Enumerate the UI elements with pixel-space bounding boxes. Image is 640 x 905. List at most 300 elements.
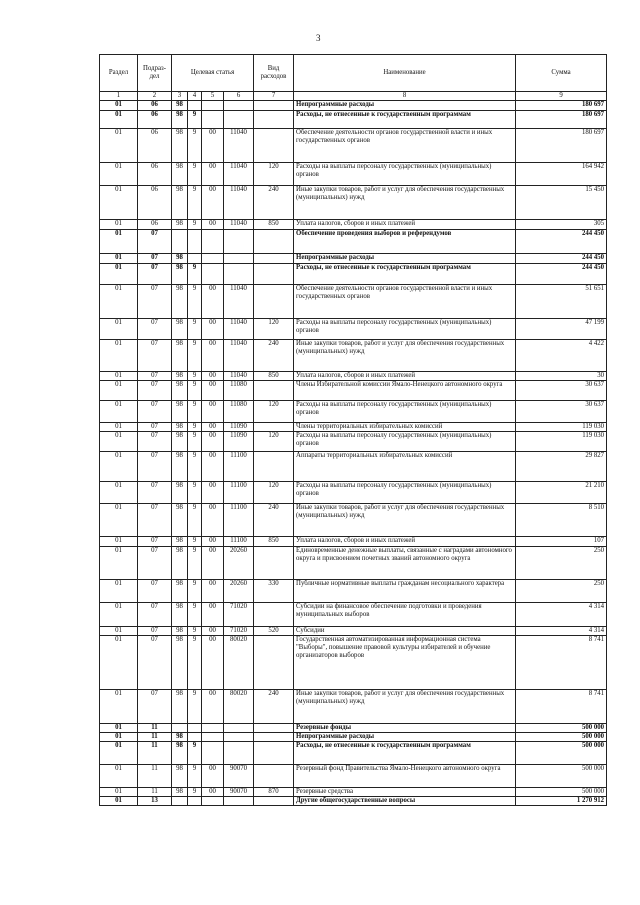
cell-podrazdel: 07 xyxy=(138,401,172,423)
table-row xyxy=(100,636,607,690)
table-row xyxy=(100,627,607,636)
table-row xyxy=(100,797,607,806)
cell-subprogram: 9 xyxy=(188,285,202,319)
cell-target-code xyxy=(224,724,254,733)
cell-direction: 00 xyxy=(202,401,224,423)
table-row xyxy=(100,220,607,230)
cell-program: 98 xyxy=(172,423,188,432)
cell-subprogram: 9 xyxy=(188,482,202,504)
cell-vid-raskhodov xyxy=(254,636,294,690)
cell-direction: 00 xyxy=(202,381,224,401)
cell-podrazdel: 11 xyxy=(138,788,172,797)
cell-direction xyxy=(202,733,224,742)
cell-vid-raskhodov xyxy=(254,765,294,788)
cell-summa: 8 741 xyxy=(516,636,607,690)
cell-naimenovanie: Члены Избирательной комиссии Ямало-Ненецкого автономного округа xyxy=(294,381,516,401)
cell-subprogram: 9 xyxy=(188,580,202,603)
cell-program: 98 xyxy=(172,504,188,537)
cell-program: 98 xyxy=(172,254,188,264)
cell-summa: 30 xyxy=(516,372,607,381)
cell-summa: 4 314 xyxy=(516,603,607,627)
cell-razdel: 01 xyxy=(100,285,138,319)
cell-razdel: 01 xyxy=(100,254,138,264)
cell-direction: 00 xyxy=(202,537,224,547)
cell-summa: 250 xyxy=(516,580,607,603)
cell-subprogram: 9 xyxy=(188,220,202,230)
cell-direction xyxy=(202,254,224,264)
cell-target-code: 80020 xyxy=(224,690,254,724)
cell-program: 98 xyxy=(172,603,188,627)
cell-podrazdel: 07 xyxy=(138,580,172,603)
table-row xyxy=(100,230,607,254)
cell-program: 98 xyxy=(172,401,188,423)
cell-target-code: 11040 xyxy=(224,340,254,372)
table-row xyxy=(100,742,607,765)
cell-summa: 244 450 xyxy=(516,230,607,254)
cell-direction: 00 xyxy=(202,285,224,319)
column-index: 8 xyxy=(294,92,516,101)
cell-subprogram: 9 xyxy=(188,372,202,381)
cell-direction: 00 xyxy=(202,319,224,340)
cell-naimenovanie: Непрограммные расходы xyxy=(294,101,516,111)
cell-summa: 47 199 xyxy=(516,319,607,340)
cell-subprogram: 9 xyxy=(188,432,202,452)
cell-naimenovanie: Расходы на выплаты персоналу государственных (муниципальных) органов xyxy=(294,432,516,452)
cell-subprogram: 9 xyxy=(188,111,202,129)
column-index: 7 xyxy=(254,92,294,101)
cell-target-code: 11090 xyxy=(224,432,254,452)
table-row xyxy=(100,423,607,432)
cell-subprogram xyxy=(188,724,202,733)
header-tselevaya-statya: Целевая статья xyxy=(172,55,254,92)
cell-program: 98 xyxy=(172,580,188,603)
cell-razdel: 01 xyxy=(100,690,138,724)
cell-direction: 00 xyxy=(202,372,224,381)
cell-naimenovanie: Резервные фонды xyxy=(294,724,516,733)
cell-podrazdel: 07 xyxy=(138,627,172,636)
cell-naimenovanie: Расходы на выплаты персоналу государственных (муниципальных) органов xyxy=(294,401,516,423)
cell-program: 98 xyxy=(172,264,188,285)
cell-target-code: 11100 xyxy=(224,482,254,504)
table-row xyxy=(100,765,607,788)
cell-vid-raskhodov xyxy=(254,111,294,129)
cell-naimenovanie: Субсидии xyxy=(294,627,516,636)
cell-program: 98 xyxy=(172,765,188,788)
cell-direction xyxy=(202,101,224,111)
table-row xyxy=(100,101,607,111)
cell-naimenovanie: Субсидии на финансовое обеспечение подготовки и проведения муниципальных выборов xyxy=(294,603,516,627)
table-row xyxy=(100,254,607,264)
table-row xyxy=(100,580,607,603)
cell-summa: 21 210 xyxy=(516,482,607,504)
cell-naimenovanie: Государственная автоматизированная информационная система "Выборы", повышение правовой культуры избирателей и обучение организаторов выборов xyxy=(294,636,516,690)
cell-vid-raskhodov: 240 xyxy=(254,690,294,724)
cell-podrazdel: 07 xyxy=(138,452,172,482)
cell-podrazdel: 13 xyxy=(138,797,172,806)
cell-target-code: 11090 xyxy=(224,423,254,432)
cell-podrazdel: 11 xyxy=(138,724,172,733)
cell-direction: 00 xyxy=(202,432,224,452)
cell-summa: 107 xyxy=(516,537,607,547)
cell-naimenovanie: Расходы, не отнесенные к государственным программам xyxy=(294,264,516,285)
cell-subprogram: 9 xyxy=(188,537,202,547)
cell-vid-raskhodov xyxy=(254,547,294,580)
cell-summa: 244 450 xyxy=(516,254,607,264)
table-body xyxy=(100,101,607,806)
cell-program: 98 xyxy=(172,742,188,765)
cell-subprogram xyxy=(188,797,202,806)
cell-direction xyxy=(202,724,224,733)
cell-naimenovanie: Резервный фонд Правительства Ямало-Ненецкого автономного округа xyxy=(294,765,516,788)
cell-razdel: 01 xyxy=(100,340,138,372)
cell-naimenovanie: Непрограммные расходы xyxy=(294,733,516,742)
cell-vid-raskhodov: 520 xyxy=(254,627,294,636)
cell-naimenovanie: Обеспечение деятельности органов государственной власти и иных государственных органов xyxy=(294,285,516,319)
cell-subprogram: 9 xyxy=(188,547,202,580)
column-index: 6 xyxy=(224,92,254,101)
table-row xyxy=(100,381,607,401)
cell-razdel: 01 xyxy=(100,264,138,285)
cell-razdel: 01 xyxy=(100,733,138,742)
cell-podrazdel: 06 xyxy=(138,129,172,163)
table-row xyxy=(100,504,607,537)
cell-summa: 30 637 xyxy=(516,401,607,423)
cell-podrazdel: 07 xyxy=(138,285,172,319)
cell-naimenovanie: Обеспечение проведения выборов и референдумов xyxy=(294,230,516,254)
cell-summa: 119 030 xyxy=(516,432,607,452)
cell-subprogram: 9 xyxy=(188,340,202,372)
cell-podrazdel: 07 xyxy=(138,504,172,537)
cell-program: 98 xyxy=(172,537,188,547)
cell-vid-raskhodov: 850 xyxy=(254,220,294,230)
cell-target-code: 90070 xyxy=(224,788,254,797)
cell-naimenovanie: Расходы, не отнесенные к государственным программам xyxy=(294,742,516,765)
table-row xyxy=(100,482,607,504)
cell-podrazdel: 07 xyxy=(138,230,172,254)
cell-razdel: 01 xyxy=(100,401,138,423)
cell-subprogram xyxy=(188,230,202,254)
cell-vid-raskhodov: 240 xyxy=(254,186,294,220)
table-row xyxy=(100,788,607,797)
cell-target-code xyxy=(224,230,254,254)
table-row xyxy=(100,340,607,372)
cell-podrazdel: 06 xyxy=(138,220,172,230)
cell-target-code xyxy=(224,733,254,742)
cell-direction: 00 xyxy=(202,627,224,636)
cell-razdel: 01 xyxy=(100,319,138,340)
cell-direction xyxy=(202,797,224,806)
cell-target-code xyxy=(224,254,254,264)
page-number: 3 xyxy=(316,33,321,43)
cell-target-code xyxy=(224,111,254,129)
table-row xyxy=(100,264,607,285)
cell-razdel: 01 xyxy=(100,603,138,627)
cell-naimenovanie: Уплата налогов, сборов и иных платежей xyxy=(294,372,516,381)
cell-razdel: 01 xyxy=(100,742,138,765)
cell-naimenovanie: Иные закупки товаров, работ и услуг для обеспечения государственных (муниципальных) нужд xyxy=(294,340,516,372)
cell-podrazdel: 07 xyxy=(138,264,172,285)
cell-naimenovanie: Другие общегосударственные вопросы xyxy=(294,797,516,806)
cell-naimenovanie: Уплата налогов, сборов и иных платежей xyxy=(294,537,516,547)
cell-summa: 15 450 xyxy=(516,186,607,220)
cell-razdel: 01 xyxy=(100,230,138,254)
cell-target-code: 11100 xyxy=(224,537,254,547)
cell-razdel: 01 xyxy=(100,129,138,163)
cell-subprogram xyxy=(188,733,202,742)
cell-target-code: 71020 xyxy=(224,603,254,627)
cell-vid-raskhodov xyxy=(254,423,294,432)
table-row xyxy=(100,432,607,452)
cell-subprogram: 9 xyxy=(188,264,202,285)
cell-podrazdel: 06 xyxy=(138,163,172,186)
cell-program xyxy=(172,797,188,806)
cell-vid-raskhodov xyxy=(254,285,294,319)
cell-razdel: 01 xyxy=(100,101,138,111)
header-vid-raskhodov: Вид расходов xyxy=(254,55,294,92)
cell-direction: 00 xyxy=(202,636,224,690)
cell-summa: 119 030 xyxy=(516,423,607,432)
table-row xyxy=(100,111,607,129)
cell-razdel: 01 xyxy=(100,432,138,452)
cell-target-code: 11100 xyxy=(224,504,254,537)
cell-direction: 00 xyxy=(202,765,224,788)
header-summa: Сумма xyxy=(516,55,607,92)
cell-podrazdel: 07 xyxy=(138,340,172,372)
cell-razdel: 01 xyxy=(100,724,138,733)
cell-program: 98 xyxy=(172,381,188,401)
cell-vid-raskhodov: 240 xyxy=(254,504,294,537)
cell-summa: 180 697 xyxy=(516,101,607,111)
table-row xyxy=(100,724,607,733)
cell-razdel: 01 xyxy=(100,381,138,401)
cell-target-code: 11040 xyxy=(224,220,254,230)
cell-razdel: 01 xyxy=(100,537,138,547)
cell-summa: 30 637 xyxy=(516,381,607,401)
cell-vid-raskhodov xyxy=(254,742,294,765)
cell-razdel: 01 xyxy=(100,765,138,788)
cell-podrazdel: 07 xyxy=(138,603,172,627)
cell-podrazdel: 06 xyxy=(138,111,172,129)
cell-subprogram: 9 xyxy=(188,742,202,765)
cell-program: 98 xyxy=(172,432,188,452)
cell-naimenovanie: Расходы на выплаты персоналу государственных (муниципальных) органов xyxy=(294,482,516,504)
cell-program: 98 xyxy=(172,636,188,690)
cell-direction: 00 xyxy=(202,690,224,724)
cell-summa: 51 651 xyxy=(516,285,607,319)
cell-target-code: 11040 xyxy=(224,163,254,186)
cell-program xyxy=(172,230,188,254)
cell-program: 98 xyxy=(172,319,188,340)
cell-program: 98 xyxy=(172,690,188,724)
column-index-row xyxy=(100,92,607,101)
cell-program: 98 xyxy=(172,733,188,742)
cell-vid-raskhodov: 120 xyxy=(254,401,294,423)
column-index: 1 xyxy=(100,92,138,101)
table-row xyxy=(100,401,607,423)
cell-naimenovanie: Резервные средства xyxy=(294,788,516,797)
cell-podrazdel: 07 xyxy=(138,381,172,401)
cell-subprogram: 9 xyxy=(188,401,202,423)
cell-razdel: 01 xyxy=(100,797,138,806)
table-row xyxy=(100,285,607,319)
cell-vid-raskhodov xyxy=(254,101,294,111)
cell-razdel: 01 xyxy=(100,186,138,220)
cell-program: 98 xyxy=(172,452,188,482)
cell-target-code: 11040 xyxy=(224,285,254,319)
cell-program: 98 xyxy=(172,111,188,129)
cell-target-code xyxy=(224,797,254,806)
cell-naimenovanie: Единовременные денежные выплаты, связанные с наградами автономного округа и присвоением почетных званий автономного округа xyxy=(294,547,516,580)
cell-naimenovanie: Обеспечение деятельности органов государственной власти и иных государственных органов xyxy=(294,129,516,163)
cell-razdel: 01 xyxy=(100,220,138,230)
cell-program: 98 xyxy=(172,627,188,636)
cell-direction xyxy=(202,230,224,254)
cell-vid-raskhodov xyxy=(254,264,294,285)
cell-naimenovanie: Аппараты территориальных избирательных комиссий xyxy=(294,452,516,482)
cell-razdel: 01 xyxy=(100,372,138,381)
cell-naimenovanie: Иные закупки товаров, работ и услуг для обеспечения государственных (муниципальных) нужд xyxy=(294,504,516,537)
cell-program: 98 xyxy=(172,340,188,372)
cell-target-code xyxy=(224,264,254,285)
cell-razdel: 01 xyxy=(100,636,138,690)
cell-direction xyxy=(202,742,224,765)
cell-naimenovanie: Расходы на выплаты персоналу государственных (муниципальных) органов xyxy=(294,319,516,340)
table-row xyxy=(100,186,607,220)
cell-summa: 250 xyxy=(516,547,607,580)
cell-podrazdel: 11 xyxy=(138,742,172,765)
cell-target-code xyxy=(224,742,254,765)
cell-vid-raskhodov xyxy=(254,381,294,401)
cell-program: 98 xyxy=(172,285,188,319)
cell-summa: 244 450 xyxy=(516,264,607,285)
table-row xyxy=(100,372,607,381)
cell-subprogram xyxy=(188,101,202,111)
cell-vid-raskhodov: 120 xyxy=(254,482,294,504)
header-podrazdel: Подраз- дел xyxy=(138,55,172,92)
cell-vid-raskhodov: 120 xyxy=(254,432,294,452)
cell-naimenovanie: Члены территориальных избирательных комиссий xyxy=(294,423,516,432)
cell-razdel: 01 xyxy=(100,423,138,432)
cell-summa: 305 xyxy=(516,220,607,230)
cell-target-code: 11040 xyxy=(224,372,254,381)
cell-program: 98 xyxy=(172,186,188,220)
cell-program: 98 xyxy=(172,788,188,797)
cell-vid-raskhodov: 120 xyxy=(254,163,294,186)
cell-direction: 00 xyxy=(202,220,224,230)
cell-subprogram: 9 xyxy=(188,452,202,482)
cell-vid-raskhodov xyxy=(254,230,294,254)
cell-direction: 00 xyxy=(202,423,224,432)
cell-summa: 180 697 xyxy=(516,129,607,163)
cell-program: 98 xyxy=(172,220,188,230)
cell-vid-raskhodov: 240 xyxy=(254,340,294,372)
cell-vid-raskhodov xyxy=(254,603,294,627)
cell-podrazdel: 11 xyxy=(138,733,172,742)
cell-subprogram: 9 xyxy=(188,627,202,636)
cell-target-code: 20260 xyxy=(224,547,254,580)
cell-razdel: 01 xyxy=(100,788,138,797)
cell-vid-raskhodov xyxy=(254,797,294,806)
cell-podrazdel: 07 xyxy=(138,254,172,264)
cell-vid-raskhodov xyxy=(254,724,294,733)
cell-summa: 4 422 xyxy=(516,340,607,372)
cell-summa: 8 741 xyxy=(516,690,607,724)
column-index: 4 xyxy=(188,92,202,101)
cell-direction: 00 xyxy=(202,580,224,603)
cell-naimenovanie: Уплата налогов, сборов и иных платежей xyxy=(294,220,516,230)
cell-subprogram: 9 xyxy=(188,690,202,724)
cell-razdel: 01 xyxy=(100,504,138,537)
cell-podrazdel: 07 xyxy=(138,319,172,340)
cell-target-code: 11080 xyxy=(224,401,254,423)
cell-direction: 00 xyxy=(202,603,224,627)
cell-summa: 29 827 xyxy=(516,452,607,482)
column-index: 5 xyxy=(202,92,224,101)
cell-subprogram: 9 xyxy=(188,423,202,432)
table-row xyxy=(100,129,607,163)
cell-vid-raskhodov: 330 xyxy=(254,580,294,603)
cell-direction xyxy=(202,111,224,129)
cell-summa: 1 270 912 xyxy=(516,797,607,806)
cell-target-code: 90070 xyxy=(224,765,254,788)
cell-vid-raskhodov: 850 xyxy=(254,537,294,547)
budget-table xyxy=(99,54,607,806)
cell-direction: 00 xyxy=(202,163,224,186)
cell-vid-raskhodov xyxy=(254,733,294,742)
cell-podrazdel: 07 xyxy=(138,636,172,690)
cell-direction: 00 xyxy=(202,482,224,504)
cell-direction: 00 xyxy=(202,186,224,220)
cell-podrazdel: 07 xyxy=(138,690,172,724)
cell-summa: 500 000 xyxy=(516,742,607,765)
column-index: 3 xyxy=(172,92,188,101)
cell-summa: 8 510 xyxy=(516,504,607,537)
cell-program: 98 xyxy=(172,129,188,163)
cell-program: 98 xyxy=(172,547,188,580)
cell-naimenovanie: Иные закупки товаров, работ и услуг для обеспечения государственных (муниципальных) нужд xyxy=(294,186,516,220)
cell-podrazdel: 06 xyxy=(138,101,172,111)
cell-vid-raskhodov xyxy=(254,254,294,264)
table-row xyxy=(100,733,607,742)
table-row xyxy=(100,319,607,340)
cell-summa: 500 000 xyxy=(516,765,607,788)
cell-direction: 00 xyxy=(202,547,224,580)
cell-subprogram: 9 xyxy=(188,504,202,537)
cell-vid-raskhodov: 850 xyxy=(254,372,294,381)
cell-podrazdel: 06 xyxy=(138,186,172,220)
cell-podrazdel: 07 xyxy=(138,537,172,547)
table-row xyxy=(100,163,607,186)
cell-program: 98 xyxy=(172,101,188,111)
cell-program xyxy=(172,724,188,733)
cell-target-code: 20260 xyxy=(224,580,254,603)
cell-razdel: 01 xyxy=(100,452,138,482)
cell-target-code: 11080 xyxy=(224,381,254,401)
cell-direction: 00 xyxy=(202,452,224,482)
cell-podrazdel: 07 xyxy=(138,482,172,504)
cell-podrazdel: 07 xyxy=(138,432,172,452)
table-row xyxy=(100,690,607,724)
cell-summa: 500 000 xyxy=(516,724,607,733)
cell-podrazdel: 07 xyxy=(138,372,172,381)
header-razdel: Раздел xyxy=(100,55,138,92)
cell-summa: 164 942 xyxy=(516,163,607,186)
cell-target-code: 11040 xyxy=(224,129,254,163)
cell-subprogram: 9 xyxy=(188,603,202,627)
column-index: 2 xyxy=(138,92,172,101)
cell-vid-raskhodov xyxy=(254,452,294,482)
cell-program: 98 xyxy=(172,372,188,381)
